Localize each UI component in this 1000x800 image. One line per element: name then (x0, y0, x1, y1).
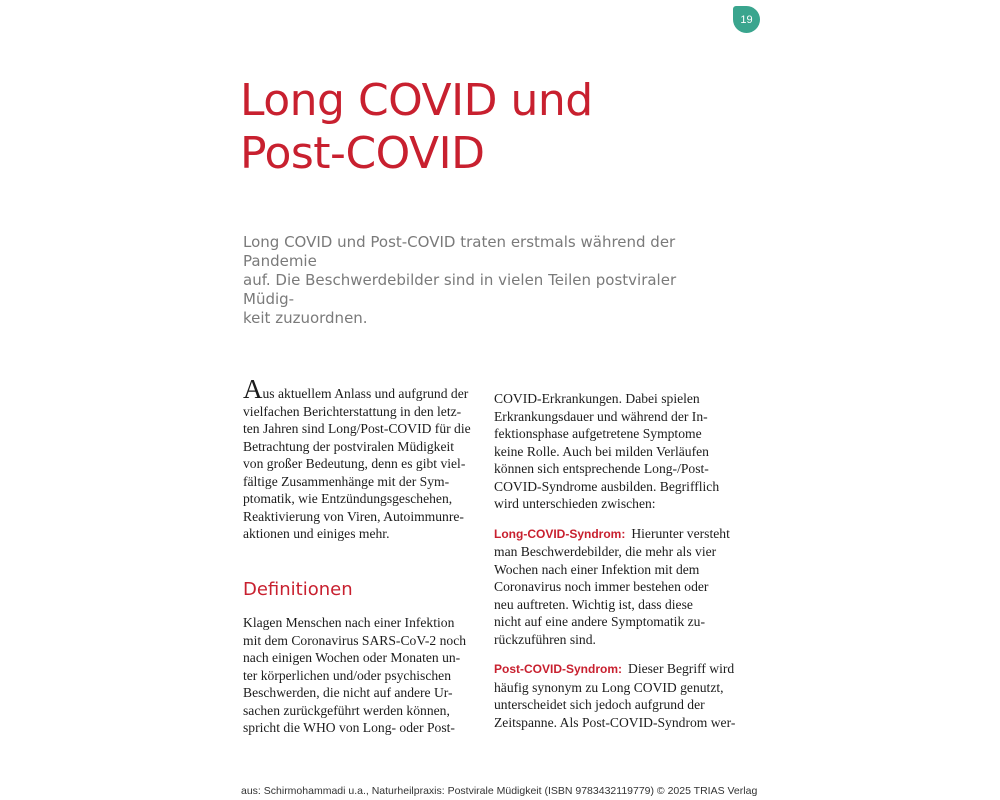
body-line: Beschwerden, die nicht auf andere Ur- (243, 685, 453, 700)
body-line: rückzuführen sind. (494, 631, 596, 647)
body-line: spricht die WHO von Long- oder Post- (243, 720, 455, 735)
long-covid-definition (494, 525, 729, 649)
title-line: Post-COVID (240, 128, 485, 179)
body-text: us aktuellem Anlass und aufgrund der (262, 386, 469, 401)
body-line: von großer Bedeutung, denn es gibt viel- (243, 456, 466, 471)
body-line: häufig synonym zu Long COVID genutzt, (494, 679, 724, 695)
body-line: nach einigen Wochen oder Monaten un- (243, 650, 461, 665)
body-line: Coronavirus noch immer bestehen oder (494, 579, 709, 594)
definitions-paragraph (243, 614, 466, 737)
intro-line: auf. Die Beschwerdebilder sind in vielen Teilen postviraler Müdig- (243, 271, 677, 308)
definition-term: Post-COVID-Syndrom: (494, 662, 623, 676)
right-intro-paragraph (494, 390, 729, 513)
body-line: COVID-Erkrankungen. Dabei spielen (494, 391, 700, 406)
body-line: fektionsphase aufgetretene Symptome (494, 426, 702, 441)
post-covid-definition (494, 660, 736, 731)
body-line: man Beschwerdebilder, die mehr als vier (494, 544, 717, 559)
body-line: keine Rolle. Auch bei milden Verläufen (494, 443, 709, 459)
body-line: Reaktivierung von Viren, Autoimmunre- (243, 508, 464, 524)
body-line: ter körperlichen und/oder psychischen (243, 667, 451, 683)
drop-cap: A (243, 374, 263, 404)
intro-line: Long COVID und Post-COVID traten erstmals während der Pandemie (243, 233, 676, 270)
body-line: Zeitspanne. Als Post-COVID-Syndrom wer- (494, 714, 736, 730)
body-line: Erkrankungsdauer und während der In- (494, 408, 708, 424)
body-line (494, 525, 729, 544)
body-line: wird unterschieden zwischen: (494, 496, 656, 511)
definition-term: Long-COVID-Syndrom: (494, 526, 626, 541)
body-line: unterscheidet sich jedoch aufgrund der (494, 697, 705, 712)
body-text: Dieser Begriff wird (628, 661, 735, 676)
body-line (494, 660, 735, 679)
intro-line: keit zuzuordnen. (243, 309, 368, 327)
body-line: ptomatik, wie Entzündungsgeschehen, (243, 491, 453, 506)
body-line: sachen zurückgeführt werden können, (243, 702, 450, 718)
body-line: COVID-Syndrome ausbilden. Begrifflich (494, 478, 720, 494)
chapter-title (240, 74, 593, 180)
body-line: können sich entsprechende Long-/Post- (494, 461, 709, 476)
chapter-intro (243, 233, 723, 328)
body-line: neu auftreten. Wichtig ist, dass diese (494, 596, 693, 612)
page-number-badge: 19 (733, 6, 760, 33)
body-line: nicht auf eine andere Symptomatik zu- (494, 614, 706, 629)
body-line: ten Jahren sind Long/Post-COVID für die (243, 421, 471, 436)
title-line: Long COVID und (240, 75, 593, 126)
body-line: Klagen Menschen nach einer Infektion (243, 615, 455, 630)
source-footer: aus: Schirmohammadi u.a., Naturheilpraxis: Postvirale Müdigkeit (ISBN 9783432119779) © 2025 TRIAS Verlag (241, 785, 758, 797)
body-line: mit dem Coronavirus SARS-CoV-2 noch (243, 632, 467, 648)
body-line: fältige Zusammenhänge mit der Sym- (243, 473, 450, 489)
body-text: Hierunter versteht (631, 525, 730, 541)
section-heading: Definitionen (243, 579, 353, 600)
body-line: Wochen nach einer Infektion mit dem (494, 561, 700, 577)
left-column-paragraph (243, 374, 478, 543)
body-line: Betrachtung der postviralen Müdigkeit (243, 438, 455, 454)
body-line (243, 374, 478, 404)
right-column (494, 390, 736, 731)
body-line: aktionen und einiges mehr. (243, 526, 390, 541)
body-line: vielfachen Berichterstattung in den letz- (243, 403, 462, 419)
